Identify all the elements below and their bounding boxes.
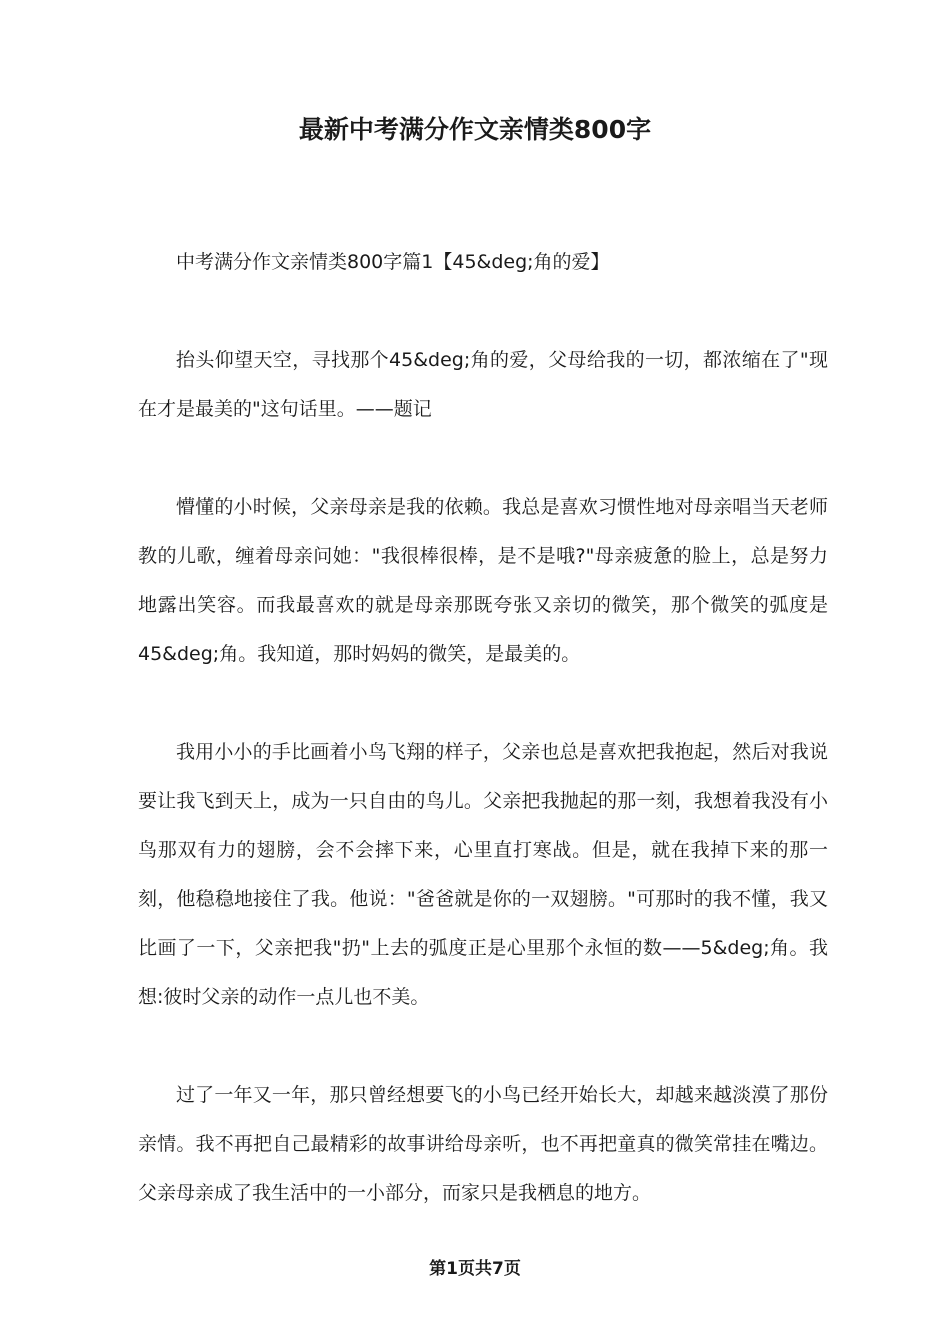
paragraph-1: 抬头仰望天空，寻找那个45&deg;角的爱，父母给我的一切，都浓缩在了"现在才是最美的"这句话里。——题记 xyxy=(138,349,828,420)
paragraph-2: 懵懂的小时候，父亲母亲是我的依赖。我总是喜欢习惯性地对母亲唱当天老师教的儿歌，缠着母亲问她："我很棒很棒，是不是哦?"母亲疲惫的脸上，总是努力地露出笑容。而我最喜欢的就是母亲那既夸张又亲切的微笑，那个微笑的弧度是45&deg;角。我知道，那时妈妈的微笑，是最美的。 xyxy=(138,496,828,665)
document-body xyxy=(138,238,828,1267)
document-title: 最新中考满分作文亲情类800字 xyxy=(298,115,652,144)
paragraph-3: 我用小小的手比画着小鸟飞翔的样子，父亲也总是喜欢把我抱起，然后对我说要让我飞到天上，成为一只自由的鸟儿。父亲把我抛起的那一刻，我想着我没有小鸟那双有力的翅膀，会不会摔下来，心里直打寒战。但是，就在我掉下来的那一刻，他稳稳地接住了我。他说："爸爸就是你的一双翅膀。"可那时的我不懂，我又比画了一下，父亲把我"扔"上去的弧度正是心里那个永恒的数——5&deg;角。我想:彼时父亲的动作一点儿也不美。 xyxy=(138,741,828,1008)
essay-subtitle: 中考满分作文亲情类800字篇1【45&deg;角的爱】 xyxy=(176,251,610,273)
page-footer: 第1页共7页 xyxy=(429,1259,521,1279)
paragraph-4: 过了一年又一年，那只曾经想要飞的小鸟已经开始长大，却越来越淡漠了那份亲情。我不再把自己最精彩的故事讲给母亲听，也不再把童真的微笑常挂在嘴边。父亲母亲成了我生活中的一小部分，而家只是我栖息的地方。 xyxy=(138,1084,828,1204)
